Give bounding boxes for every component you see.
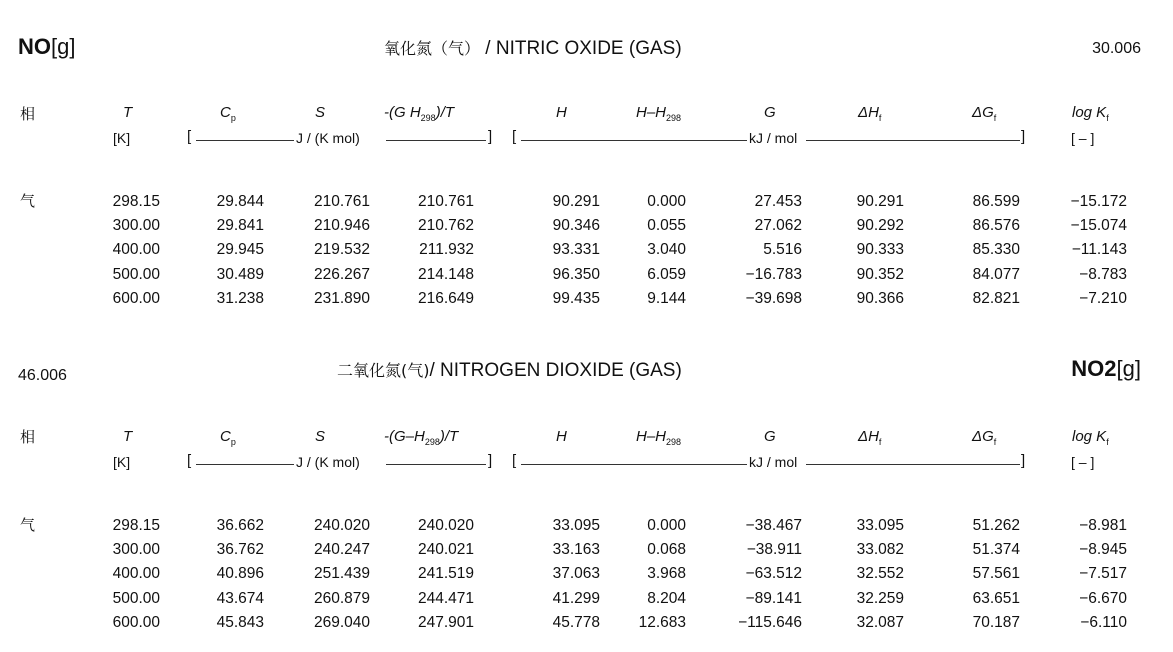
formula-main: NO <box>18 34 51 59</box>
unit-energy: kJ / mol <box>749 454 798 470</box>
cell-enthalpy-increment: 0.055 <box>647 217 686 235</box>
cell-log-k: −6.670 <box>1079 589 1127 607</box>
cell-temperature: 300.00 <box>112 217 160 235</box>
cell-gibbs-energy: −16.783 <box>745 265 802 283</box>
unit-rule <box>806 464 1020 465</box>
cell-enthalpy-formation: 90.292 <box>856 217 904 235</box>
header-gibbs-function: -(G $H_{298})/T$ <box>384 104 455 123</box>
unit-rule <box>196 464 294 465</box>
cell-gibbs-formation: 51.262 <box>972 517 1020 534</box>
unit-entropy: J / (K mol) <box>296 454 360 470</box>
phase-label: 气 <box>20 516 36 534</box>
cell-gibbs-formation: 86.576 <box>972 217 1020 235</box>
header-phase: 相 <box>20 105 36 123</box>
unit-temperature: [K] <box>113 130 131 146</box>
cell-entropy: 240.247 <box>313 541 370 559</box>
cell-gibbs-formation: 85.330 <box>972 241 1020 259</box>
phase-label: 气 <box>20 192 36 210</box>
cell-temperature: 600.00 <box>112 289 160 307</box>
cell-heat-capacity: 36.762 <box>216 541 264 559</box>
header-log-k: $\log K_f$ <box>1072 428 1109 447</box>
cell-enthalpy-increment: 3.968 <box>647 565 686 583</box>
formula-no-gas <box>18 34 75 60</box>
cell-gibbs-energy: −89.141 <box>745 589 802 607</box>
table-title-no2 <box>337 358 682 382</box>
bracket-open: [ <box>512 452 517 469</box>
cell-enthalpy: 96.350 <box>552 265 600 283</box>
cell-heat-capacity: 36.662 <box>216 517 264 534</box>
cell-enthalpy: 33.163 <box>552 541 600 559</box>
unit-energy: kJ / mol <box>749 130 798 146</box>
cell-log-k: −7.210 <box>1079 289 1127 307</box>
unit-log-k: [ – ] <box>1071 454 1095 470</box>
cell-log-k: −8.945 <box>1079 541 1127 559</box>
cell-log-k: −15.074 <box>1070 217 1127 235</box>
cell-enthalpy-increment: 0.000 <box>647 517 686 534</box>
cell-enthalpy-formation: 90.291 <box>856 193 904 210</box>
title-english: / NITROGEN DIOXIDE (GAS) <box>429 360 682 381</box>
cell-heat-capacity: 43.674 <box>216 589 264 607</box>
cell-enthalpy: 41.299 <box>552 589 600 607</box>
cell-temperature: 298.15 <box>112 517 160 534</box>
cell-gibbs-energy: −115.646 <box>738 613 802 631</box>
header-gibbs-energy: G <box>764 428 776 445</box>
cell-enthalpy-increment: 0.000 <box>647 193 686 210</box>
cell-log-k: −6.110 <box>1080 613 1127 631</box>
cell-gibbs-energy: −63.512 <box>745 565 802 583</box>
cell-gibbs-formation: 63.651 <box>972 589 1020 607</box>
cell-temperature: 500.00 <box>112 265 160 283</box>
unit-temperature: [K] <box>113 454 131 470</box>
header-gibbs-formation: $\Delta G_f$ <box>972 428 997 447</box>
cell-enthalpy: 33.095 <box>552 517 600 534</box>
cell-enthalpy-increment: 3.040 <box>647 241 686 259</box>
bracket-close: ] <box>488 128 493 145</box>
title-english: / NITRIC OXIDE (GAS) <box>480 38 682 59</box>
header-log-k: $\log K_f$ <box>1072 104 1109 123</box>
cell-gibbs-function: 247.901 <box>417 613 474 631</box>
cell-entropy: 219.532 <box>313 241 370 259</box>
cell-enthalpy-formation: 90.333 <box>856 241 904 259</box>
cell-enthalpy-formation: 32.087 <box>856 613 904 631</box>
cell-enthalpy: 45.778 <box>552 613 600 631</box>
unit-rule <box>806 140 1020 141</box>
cell-gibbs-formation: 82.821 <box>972 289 1020 307</box>
cell-gibbs-function: 240.020 <box>417 517 474 534</box>
cell-enthalpy-increment: 6.059 <box>647 265 686 283</box>
header-enthalpy-formation: $\Delta H_f$ <box>858 428 882 447</box>
cell-entropy: 269.040 <box>313 613 370 631</box>
cell-temperature: 400.00 <box>112 565 160 583</box>
cell-enthalpy: 99.435 <box>552 289 600 307</box>
cell-entropy: 210.946 <box>313 217 370 235</box>
title-chinese: 氧化氮（气） <box>384 39 481 58</box>
cell-gibbs-formation: 70.187 <box>972 613 1020 631</box>
header-gibbs-formation: $\Delta G_f$ <box>972 104 997 123</box>
bracket-open: [ <box>512 128 517 145</box>
header-temperature: T <box>123 428 133 445</box>
cell-gibbs-function: 214.148 <box>417 265 474 283</box>
cell-heat-capacity: 40.896 <box>216 565 264 583</box>
cell-gibbs-function: 210.762 <box>417 217 474 235</box>
header-enthalpy-increment: $H-H_{298}$ <box>636 104 682 123</box>
unit-rule <box>386 140 486 141</box>
header-enthalpy: H <box>556 428 567 445</box>
cell-temperature: 400.00 <box>112 241 160 259</box>
molar-mass: 46.006 <box>18 367 67 384</box>
title-chinese: 二氧化氮(气) <box>337 361 430 380</box>
cell-enthalpy: 93.331 <box>552 241 600 259</box>
cell-temperature: 298.15 <box>112 193 160 210</box>
unit-entropy: J / (K mol) <box>296 130 360 146</box>
cell-temperature: 600.00 <box>112 613 160 631</box>
cell-log-k: −7.517 <box>1079 565 1127 583</box>
formula-phase: [g] <box>1116 356 1141 381</box>
cell-gibbs-formation: 84.077 <box>972 265 1020 283</box>
cell-log-k: −11.143 <box>1071 241 1127 259</box>
cell-gibbs-formation: 86.599 <box>972 193 1020 210</box>
cell-gibbs-function: 244.471 <box>417 589 474 607</box>
cell-log-k: −8.981 <box>1079 517 1127 534</box>
header-entropy: S <box>315 428 326 445</box>
unit-rule <box>521 140 747 141</box>
formula-phase: [g] <box>51 34 76 59</box>
cell-enthalpy-increment: 8.204 <box>647 589 686 607</box>
cell-gibbs-function: 240.021 <box>417 541 474 559</box>
cell-gibbs-energy: −38.911 <box>746 541 802 559</box>
cell-enthalpy: 37.063 <box>552 565 600 583</box>
cell-enthalpy-formation: 90.366 <box>856 289 904 307</box>
bracket-open: [ <box>187 128 192 145</box>
cell-entropy: 210.761 <box>313 193 370 210</box>
cell-gibbs-function: 216.649 <box>417 289 474 307</box>
cell-gibbs-energy: −39.698 <box>745 289 802 307</box>
header-temperature: T <box>123 104 133 121</box>
cell-gibbs-formation: 51.374 <box>972 541 1020 559</box>
header-entropy: S <box>315 104 326 121</box>
bracket-open: [ <box>187 452 192 469</box>
cell-gibbs-energy: 5.516 <box>763 241 802 259</box>
cell-enthalpy-increment: 12.683 <box>638 613 686 631</box>
cell-gibbs-function: 241.519 <box>417 565 474 583</box>
header-phase: 相 <box>20 428 36 446</box>
cell-temperature: 300.00 <box>112 541 160 559</box>
cell-log-k: −15.172 <box>1070 193 1127 210</box>
cell-entropy: 226.267 <box>313 265 370 283</box>
cell-entropy: 231.890 <box>313 289 370 307</box>
table-title-no <box>384 36 682 60</box>
molar-mass: 30.006 <box>1092 40 1141 57</box>
cell-gibbs-function: 211.932 <box>419 241 474 259</box>
header-heat-capacity: $C_p$ <box>220 428 236 447</box>
cell-gibbs-function: 210.761 <box>417 193 474 210</box>
unit-log-k: [ – ] <box>1071 130 1095 146</box>
unit-rule <box>521 464 747 465</box>
header-enthalpy: H <box>556 104 567 121</box>
header-enthalpy-increment: $H-H_{298}$ <box>636 428 682 447</box>
cell-heat-capacity: 31.238 <box>216 289 264 307</box>
formula-no2-gas <box>1071 356 1141 382</box>
cell-enthalpy-formation: 33.095 <box>856 517 904 534</box>
cell-enthalpy-formation: 90.352 <box>856 265 904 283</box>
cell-entropy: 240.020 <box>313 517 370 534</box>
header-enthalpy-formation: $\Delta H_f$ <box>858 104 882 123</box>
cell-heat-capacity: 29.844 <box>216 193 264 210</box>
cell-enthalpy-formation: 32.552 <box>856 565 904 583</box>
bracket-close: ] <box>1021 128 1026 145</box>
cell-log-k: −8.783 <box>1079 265 1127 283</box>
cell-enthalpy-formation: 32.259 <box>856 589 904 607</box>
cell-heat-capacity: 30.489 <box>216 265 264 283</box>
cell-enthalpy: 90.346 <box>552 217 600 235</box>
bracket-close: ] <box>488 452 493 469</box>
cell-temperature: 500.00 <box>112 589 160 607</box>
header-gibbs-energy: G <box>764 104 776 121</box>
cell-enthalpy-increment: 9.144 <box>647 289 686 307</box>
cell-gibbs-energy: 27.453 <box>754 193 802 210</box>
unit-rule <box>386 464 486 465</box>
cell-gibbs-formation: 57.561 <box>972 565 1020 583</box>
cell-enthalpy-increment: 0.068 <box>647 541 686 559</box>
cell-enthalpy-formation: 33.082 <box>856 541 904 559</box>
header-gibbs-function: $-(G-H_{298})/T$ <box>384 428 459 447</box>
cell-heat-capacity: 45.843 <box>216 613 264 631</box>
cell-gibbs-energy: 27.062 <box>754 217 802 235</box>
cell-heat-capacity: 29.945 <box>216 241 264 259</box>
header-heat-capacity: $C_p$ <box>220 104 236 123</box>
bracket-close: ] <box>1021 452 1026 469</box>
formula-main: NO2 <box>1071 356 1117 381</box>
cell-heat-capacity: 29.841 <box>216 217 264 235</box>
cell-entropy: 260.879 <box>313 589 370 607</box>
cell-enthalpy: 90.291 <box>552 193 600 210</box>
cell-gibbs-energy: −38.467 <box>745 517 802 534</box>
cell-entropy: 251.439 <box>313 565 370 583</box>
unit-rule <box>196 140 294 141</box>
